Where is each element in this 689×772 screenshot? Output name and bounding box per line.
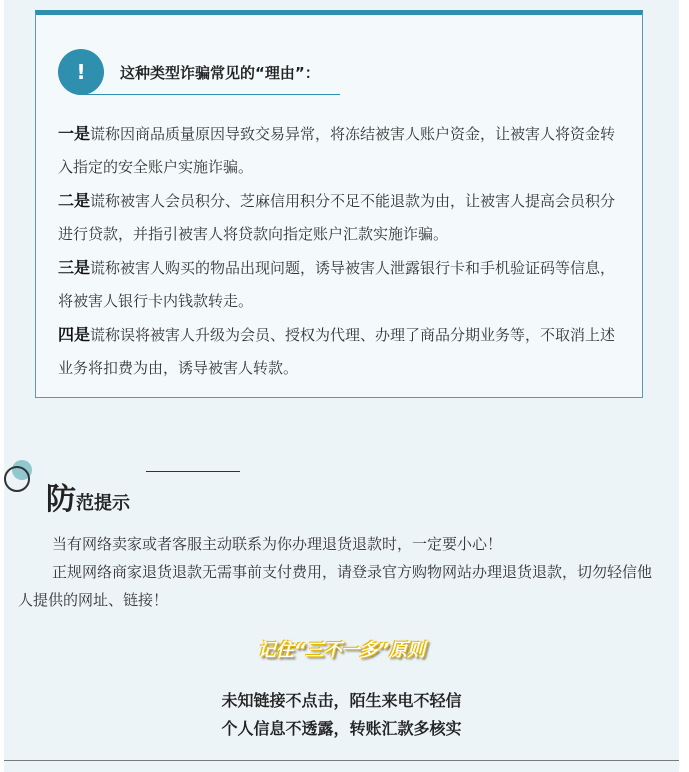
tip-paragraph: 正规网络商家退货退款无需事前支付费用，请登录官方购物网站办理退货退款，切勿轻信他人提供的网址、链接！: [18, 563, 653, 609]
section-title: [46, 474, 130, 518]
section-title-big: 防: [46, 482, 76, 517]
tip-paragraph: 当有网络卖家或者客服主动联系为你办理退货退款时，一定要小心！: [52, 535, 503, 553]
prevention-tips: [18, 530, 666, 614]
prevention-section-header: [4, 460, 304, 520]
page: [4, 0, 679, 772]
card-body: [58, 117, 626, 385]
reason-text: 谎称误将被害人升级为会员、授权为代理、办理了商品分期业务等，不取消上述业务将扣费为由，诱导被害人转款。: [58, 326, 616, 377]
reason-item-2: [58, 184, 626, 251]
motto-line-1: 未知链接不点击，陌生来电不轻信: [221, 691, 462, 710]
bottom-divider: [4, 760, 679, 761]
reason-item-4: [58, 318, 626, 385]
motto-line-2: 个人信息不透露，转账汇款多核实: [221, 719, 462, 738]
reason-text: 谎称被害人会员积分、芝麻信用积分不足不能退款为由，让被害人提高会员积分进行贷款，并指引被害人将贷款向指定账户汇款实施诈骗。: [58, 192, 616, 243]
card-title: 这种类型诈骗常见的“理由”：: [120, 64, 320, 82]
reason-lead: 一是: [58, 124, 91, 143]
section-divider: [146, 471, 240, 472]
section-title-small: 范提示: [76, 493, 130, 514]
reason-item-1: [58, 117, 626, 184]
alert-icon: !: [58, 49, 104, 95]
motto-title: 记住“三不一多”原则: [257, 640, 426, 661]
decor-ring-icon: [4, 466, 30, 492]
reason-item-3: [58, 251, 626, 318]
reason-text: 谎称因商品质量原因导致交易异常，将冻结被害人账户资金，让被害人将资金转入指定的安全账户实施诈骗。: [58, 125, 616, 176]
fraud-reasons-card: [35, 10, 643, 398]
reason-lead: 三是: [58, 258, 91, 277]
reason-lead: 二是: [58, 191, 91, 210]
card-title-underline: [78, 94, 340, 95]
card-header: [58, 49, 388, 97]
reason-lead: 四是: [58, 325, 91, 344]
reason-text: 谎称被害人购买的物品出现问题，诱导被害人泄露银行卡和手机验证码等信息，将被害人银行卡内钱款转走。: [58, 259, 616, 310]
